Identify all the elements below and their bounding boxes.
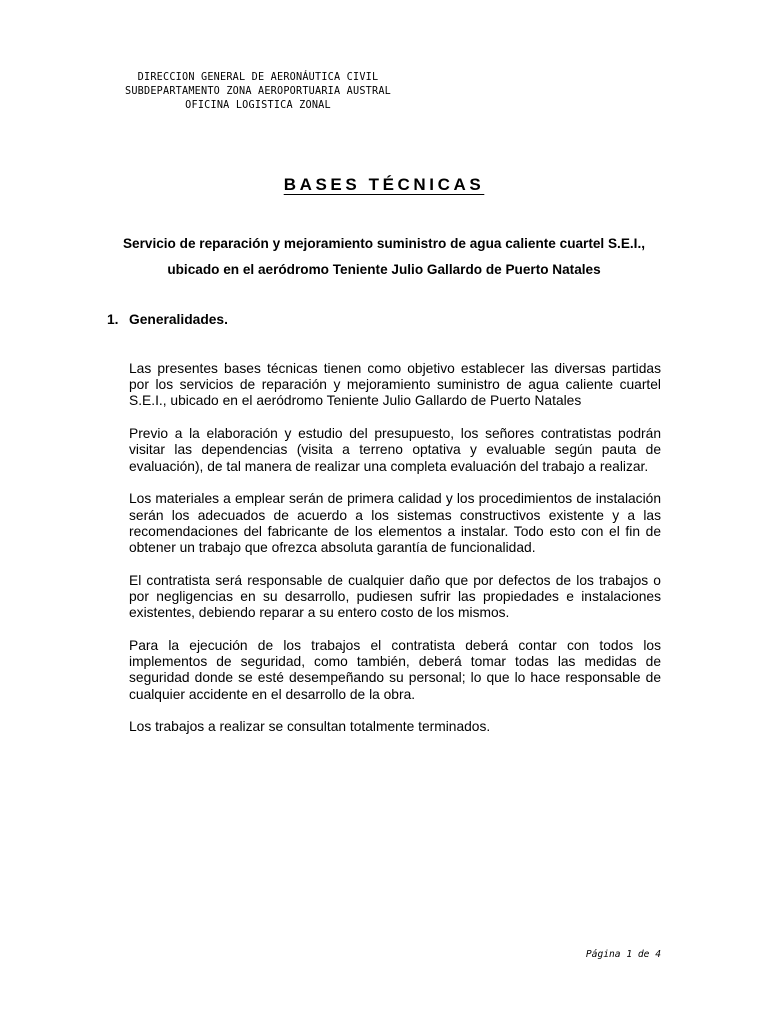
body-paragraph-materials: Los materiales a emplear serán de primera calidad y los procedimientos de instalación serán los adecuados de acuerdo a los sistemas constructivos existente y a las recomendaciones del fabricante de los elementos a instalar. Todo esto con el fin de obtener un trabajo que ofrezca absoluta garantía de funcionalidad. bbox=[129, 491, 661, 556]
body-paragraph-objective: Las presentes bases técnicas tienen como objetivo establecer las diversas partidas por los servicios de reparación y mejoramiento suministro de agua caliente cuartel S.E.I., ubicado en el aeródromo Teniente Julio Gallardo de Puerto Natales bbox=[129, 361, 661, 409]
section-body bbox=[129, 361, 661, 752]
body-paragraph-safety: Para la ejecución de los trabajos el contratista deberá contar con todos los implementos de seguridad, como también, deberá tomar todas las medidas de seguridad donde se esté desempeñando su personal; lo que lo hace responsable de cualquier accidente en el desarrollo de la obra. bbox=[129, 638, 661, 702]
section-heading bbox=[107, 310, 228, 330]
document-title-text: BASES TÉCNICAS bbox=[283, 175, 485, 194]
document-subtitle-line-1: Servicio de reparación y mejoramiento suministro de agua caliente cuartel S.E.I., bbox=[122, 236, 646, 251]
document-subtitle-line-2: ubicado en el aeródromo Teniente Julio Gallardo de Puerto Natales bbox=[167, 262, 601, 277]
document-title bbox=[0, 174, 768, 196]
section-title: Generalidades. bbox=[129, 312, 228, 327]
page-number: Página 1 de 4 bbox=[585, 949, 661, 960]
body-paragraph-completion: Los trabajos a realizar se consultan totalmente terminados. bbox=[129, 719, 491, 735]
header-line-organization: DIRECCION GENERAL DE AERONÁUTICA CIVIL bbox=[137, 72, 379, 83]
header-line-subdepartment: SUBDEPARTAMENTO ZONA AEROPORTUARIA AUSTRAL bbox=[124, 86, 391, 97]
section-number: 1. bbox=[107, 312, 119, 327]
body-paragraph-site-visit: Previo a la elaboración y estudio del presupuesto, los señores contratistas podrán visitar las dependencias (visita a terreno optativa y evaluable según pauta de evaluación), de tal manera de realizar una completa evaluación del trabajo a realizar. bbox=[129, 426, 661, 474]
organization-header bbox=[108, 71, 408, 113]
body-paragraph-liability: El contratista será responsable de cualquier daño que por defectos de los trabajos o por negligencias en su desarrollo, pudiesen sufrir las propiedades e instalaciones existentes, debiendo reparar a su entero costo de los mismos. bbox=[129, 572, 661, 621]
header-line-office: OFICINA LOGISTICA ZONAL bbox=[185, 100, 331, 111]
